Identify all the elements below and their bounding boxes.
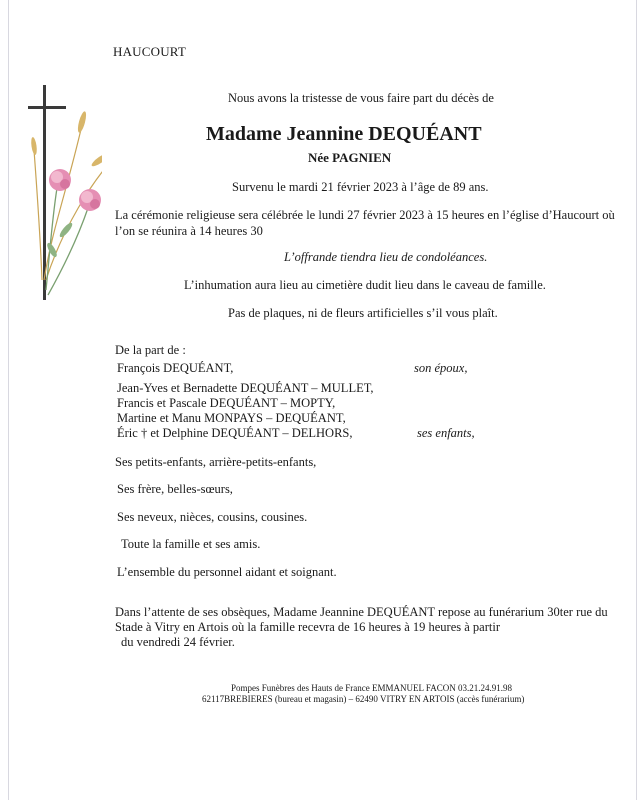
maiden-name: Née PAGNIEN (308, 150, 392, 165)
village-name: HAUCOURT (113, 44, 187, 59)
cross-with-roses-and-wheat-icon (22, 80, 102, 305)
rose-flower-top (49, 169, 71, 191)
family-member: Éric † et Delphine DEQUÉANT – DELHORS, (117, 426, 353, 440)
wake-line-2: Stade à Vitry en Artois où la famille recevra de 16 heures à 19 heures à partir (115, 620, 500, 634)
wheat-ears (30, 111, 102, 169)
role-children: ses enfants, (417, 426, 475, 440)
ceremony-line-1: La cérémonie religieuse sera célébrée le lundi 27 février 2023 à 15 heures en l’église d’Haucourt où (115, 208, 615, 222)
rose-flower-bottom (79, 189, 101, 211)
funeral-home-line-2: 62117BREBIERES (bureau et magasin) – 62490 VITRY EN ARTOIS (accès funérarium) (202, 694, 525, 704)
from-label: De la part de : (115, 343, 186, 357)
no-flowers-note: Pas de plaques, ni de fleurs artificielles s’il vous plaît. (228, 306, 498, 320)
relatives-line: Toute la famille et ses amis. (121, 537, 261, 551)
relatives-line: Ses frère, belles-sœurs, (117, 482, 233, 496)
cross-horizontal-beam (28, 106, 66, 109)
relatives-line: Ses neveux, nièces, cousins, cousines. (117, 510, 308, 524)
announcement-intro: Nous avons la tristesse de vous faire part du décès de (228, 91, 494, 105)
deceased-name: Madame Jeannine DEQUÉANT (206, 123, 482, 145)
offering-note: L’offrande tiendra lieu de condoléances. (284, 250, 488, 264)
family-member: François DEQUÉANT, (117, 361, 234, 375)
cross-vertical-beam (43, 85, 46, 300)
relatives-line: L’ensemble du personnel aidant et soignant. (117, 565, 337, 579)
wake-line-3: du vendredi 24 février. (121, 635, 235, 649)
left-page-edge (8, 0, 9, 800)
family-member: Martine et Manu MONPAYS – DEQUÉANT, (117, 411, 346, 425)
ceremony-line-2: l’on se réunira à 14 heures 30 (115, 224, 263, 238)
right-page-edge (636, 0, 637, 800)
role-spouse: son époux, (414, 361, 468, 375)
funeral-home-line-1: Pompes Funèbres des Hauts de France EMMANUEL FACON 03.21.24.91.98 (231, 683, 512, 693)
wake-line-1: Dans l’attente de ses obsèques, Madame Jeannine DEQUÉANT repose au funérarium 30ter rue du (115, 605, 608, 619)
family-member: Francis et Pascale DEQUÉANT – MOPTY, (117, 396, 336, 410)
family-member: Jean-Yves et Bernadette DEQUÉANT – MULLET, (117, 381, 374, 395)
death-details: Survenu le mardi 21 février 2023 à l’âge de 89 ans. (232, 180, 489, 194)
burial-note: L’inhumation aura lieu au cimetière dudit lieu dans le caveau de famille. (184, 278, 546, 292)
relatives-line: Ses petits-enfants, arrière-petits-enfants, (115, 455, 317, 469)
